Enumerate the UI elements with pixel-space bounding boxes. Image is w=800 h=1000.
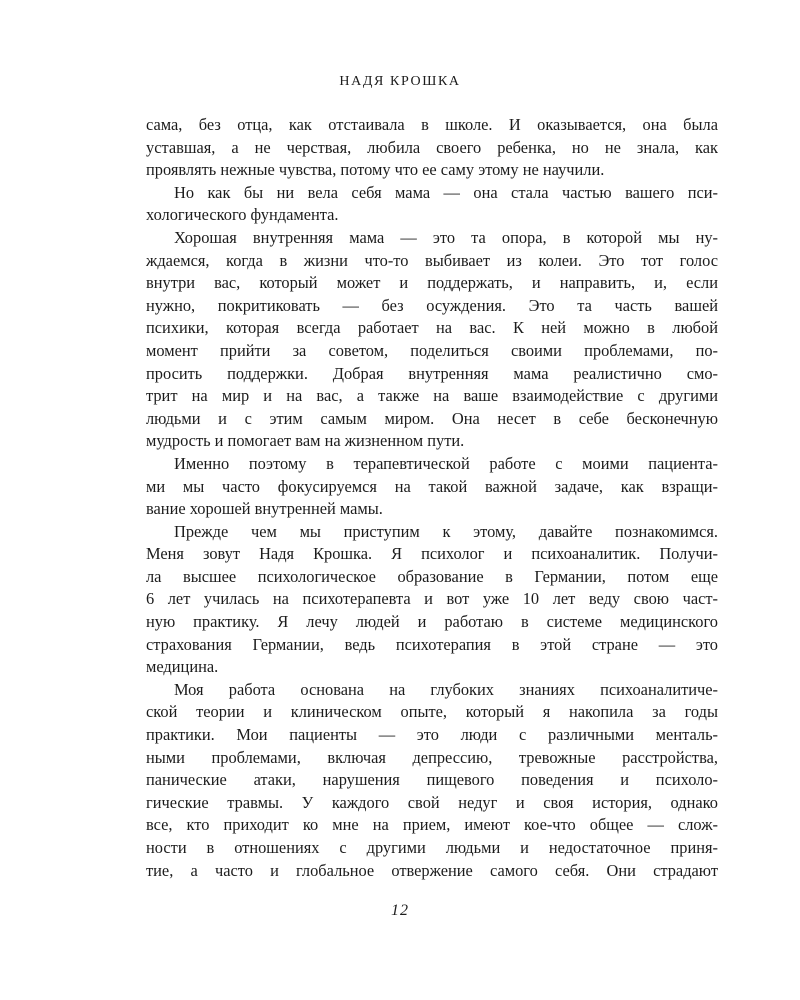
text-line: все, кто приходит ко мне на прием, имеют кое-что общее — слож- — [146, 815, 718, 835]
text-line: тие, а часто и глобальное отвержение самого себя. Они страдают — [146, 860, 718, 880]
text-line: ности в отношениях с другими людьми и недостаточное приня- — [146, 838, 718, 857]
page-number: 12 — [391, 902, 409, 919]
text-line: Хорошая внутренняя мама — это та опора, в которой мы ну- — [174, 227, 718, 247]
text-line: 6 лет училась на психотерапевта и вот уже 10 лет веду свою част- — [146, 589, 718, 609]
text-line: страхования Германии, ведь психотерапия в этой стране — это — [146, 634, 718, 654]
text-line: сама, без отца, как отстаивала в школе. И оказывается, она была — [146, 115, 718, 134]
text-line: ла высшее психологическое образование в Германии, потом еще — [146, 566, 718, 586]
text-line: ную практику. Я лечу людей и работаю в системе медицинского — [146, 612, 718, 632]
text-line: мудрость и помогает вам на жизненном пути. — [146, 431, 465, 451]
text-line: хологического фундамента. — [146, 205, 339, 225]
text-line: людьми и с этим самым миром. Она несет в себе бесконечную — [146, 408, 718, 428]
text-line: ными проблемами, включая депрессию, тревожные расстройства, — [146, 747, 718, 767]
text-line: медицина. — [146, 657, 219, 677]
text-line: Меня зовут Надя Крошка. Я психолог и психоаналитик. Получи- — [146, 544, 718, 564]
body-text — [146, 114, 718, 882]
text-line: уставшая, а не черствая, любила своего ребенка, но не знала, как — [146, 137, 718, 157]
running-header: НАДЯ КРОШКА — [339, 74, 461, 89]
text-line: ждаемся, когда в жизни что-то выбивает из колеи. Это тот голос — [146, 250, 718, 270]
text-line: Прежде чем мы приступим к этому, давайте познакомимся. — [174, 521, 718, 541]
text-line: практики. Мои пациенты — это люди с различными менталь- — [146, 725, 718, 745]
text-line: момент прийти за советом, поделиться своими проблемами, по- — [146, 340, 718, 360]
text-line: нужно, покритиковать — без осуждения. Это та часть вашей — [146, 295, 718, 315]
text-line: просить поддержки. Добрая внутренняя мама реалистично смо- — [146, 363, 718, 383]
text-line: ми мы часто фокусируемся на такой важной задаче, как взращи- — [146, 476, 718, 496]
text-line: трит на мир и на вас, а также на ваше взаимодействие с другими — [146, 386, 718, 406]
text-line: внутри вас, который может и поддержать, и направить, и, если — [146, 273, 718, 293]
text-line: проявлять нежные чувства, потому что ее саму этому не научили. — [146, 160, 605, 180]
text-line: Именно поэтому в терапевтической работе с моими пациента- — [174, 453, 718, 473]
text-line: гические травмы. У каждого свой недуг и своя история, однако — [146, 792, 718, 812]
text-line: панические атаки, нарушения пищевого поведения и психоло- — [146, 770, 718, 790]
text-line: Моя работа основана на глубоких знаниях психоаналитиче- — [174, 679, 718, 699]
text-line: вание хорошей внутренней мамы. — [146, 499, 383, 519]
text-line: Но как бы ни вела себя мама — она стала частью вашего пси- — [174, 182, 718, 202]
text-line: ской теории и клиническом опыте, который я накопила за годы — [146, 702, 718, 722]
text-line: психики, которая всегда работает на вас. К ней можно в любой — [146, 318, 718, 338]
